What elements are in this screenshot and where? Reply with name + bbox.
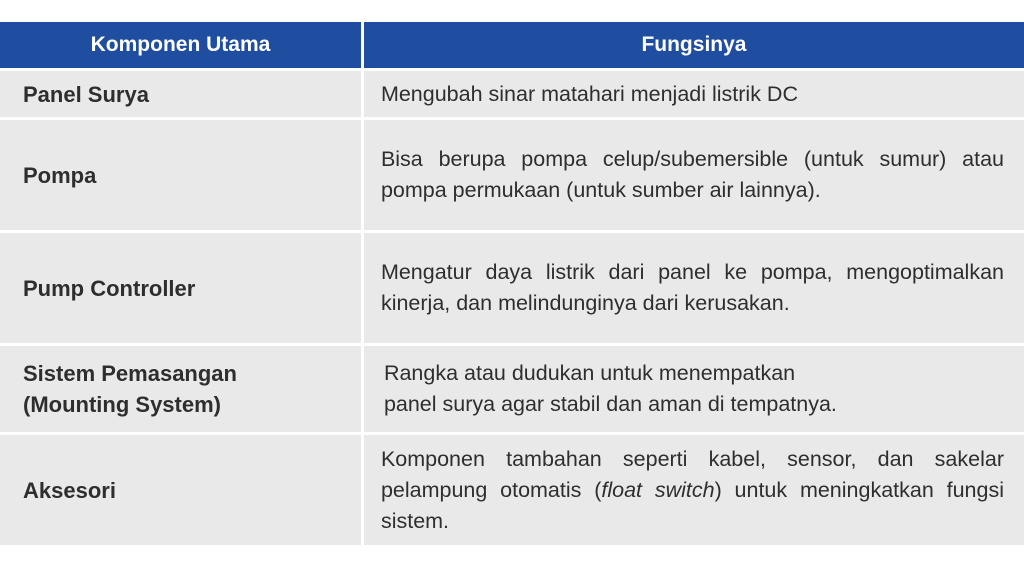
table-row <box>0 71 1024 117</box>
component-name: Pompa <box>0 120 361 230</box>
table-row <box>0 435 1024 545</box>
function-text-part: Komponen tambahan seperti kabel, sensor, dan sakelar pelampung otomatis ( <box>380 446 1004 502</box>
component-name-line: (Mounting System) <box>23 392 221 417</box>
function-text-part: ) untuk meningkatkan fungsi sistem. <box>380 477 1004 533</box>
function-text-italic: float switch <box>601 477 715 502</box>
component-name: Panel Surya <box>0 71 361 117</box>
function-text-line: Rangka atau dudukan untuk menempatkan <box>383 361 796 385</box>
table-header-row <box>0 22 1024 68</box>
component-name <box>0 346 361 432</box>
component-name-line: Sistem Pemasangan <box>23 361 237 386</box>
component-function <box>364 71 1024 117</box>
function-text-line: panel surya agar stabil dan aman di tempatnya. <box>383 392 837 416</box>
component-function <box>364 435 1024 545</box>
component-name: Pump Controller <box>0 233 361 343</box>
component-function <box>364 233 1024 343</box>
function-text <box>381 444 1004 537</box>
function-text: Bisa berupa pompa celup/subemersible (untuk sumur) atau pompa permukaan (untuk sumber air lainnya). <box>380 147 1004 202</box>
header-function: Fungsinya <box>364 22 1024 68</box>
component-function <box>364 346 1024 432</box>
component-name: Aksesori <box>0 435 361 545</box>
table-row <box>0 346 1024 432</box>
function-text: Mengatur daya listrik dari panel ke pompa, mengoptimalkan kinerja, dan melindunginya dari kerusakan. <box>380 260 1004 315</box>
table-row <box>0 233 1024 343</box>
component-function <box>364 120 1024 230</box>
header-component: Komponen Utama <box>0 22 361 68</box>
components-table <box>0 22 1024 545</box>
table-row <box>0 120 1024 230</box>
function-text: Mengubah sinar matahari menjadi listrik DC <box>380 81 798 106</box>
